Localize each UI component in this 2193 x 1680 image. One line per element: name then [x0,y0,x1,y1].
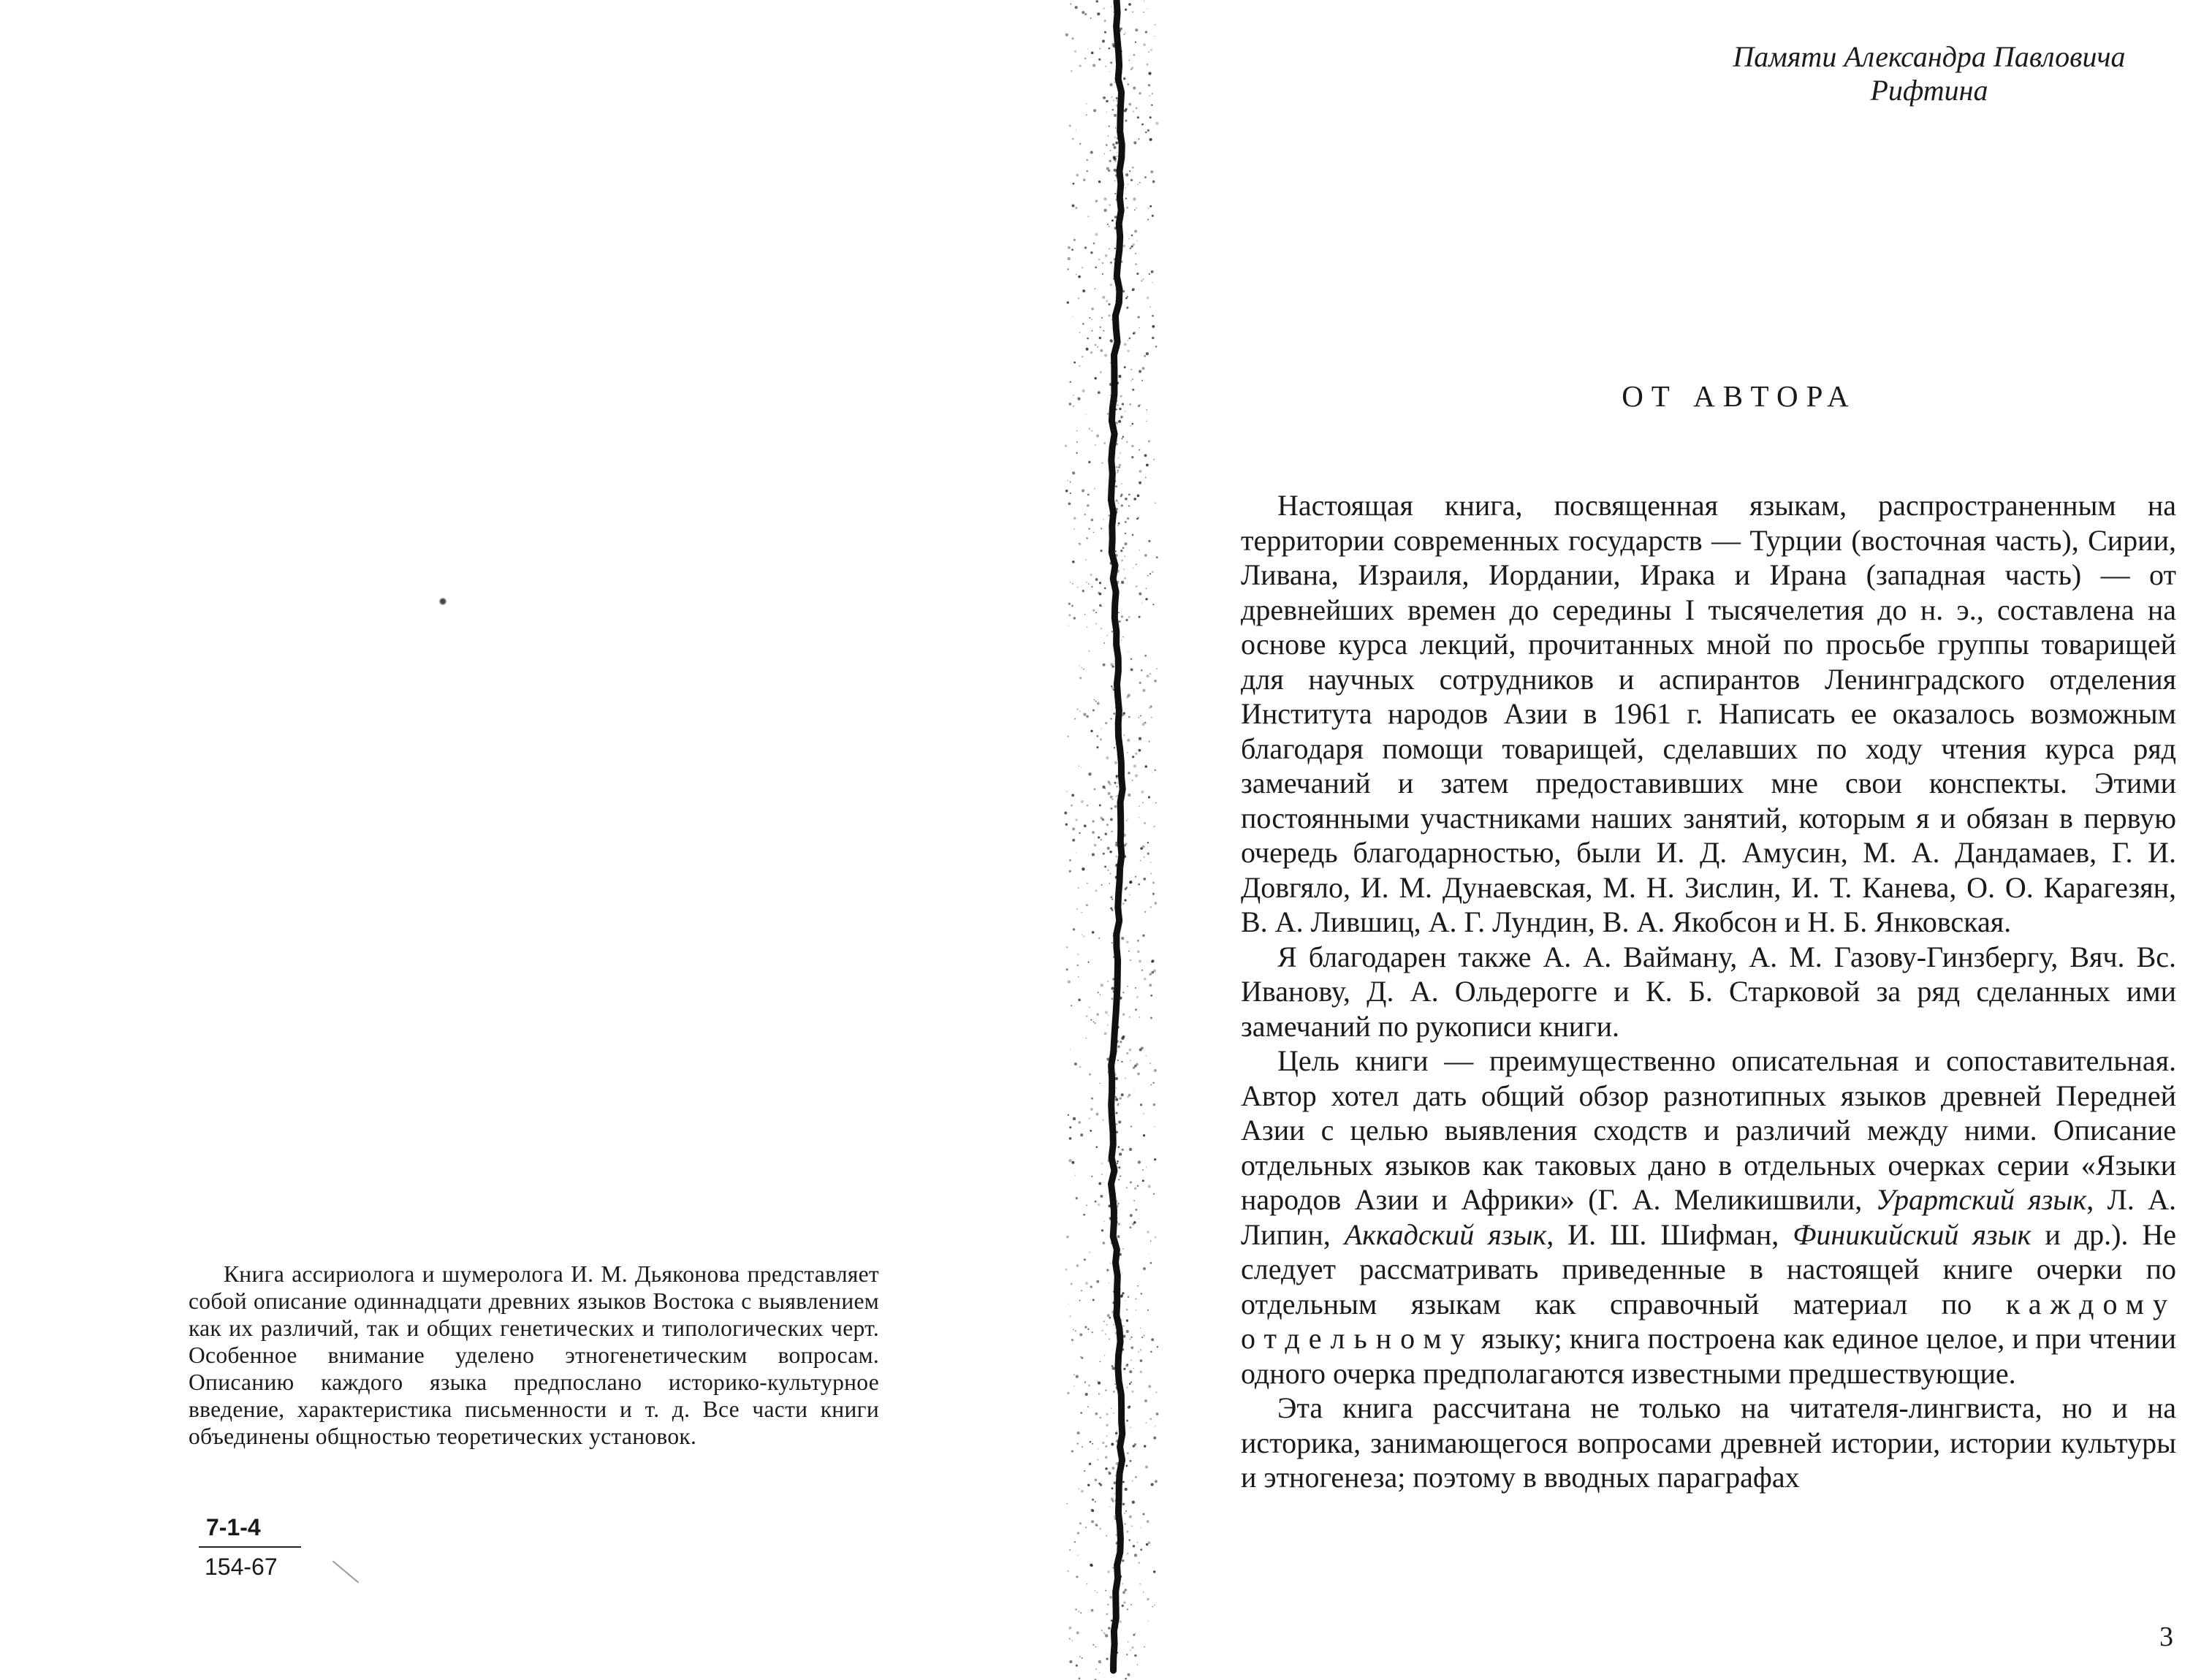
paragraph-2: Я благодарен также А. А. Вайману, А. М. Газову-Гинзбергу, Вяч. Вс. Иванову, Д. А. Ольдерогге и К. Б. Старковой за ряд сделанных ими замечаний по рукописи книги. [1241,940,2176,1043]
p3-text-2: , Л. А. Липин, [1241,1183,2177,1251]
preface-body [1241,488,2176,1495]
scan-mark [332,1560,360,1583]
left-page [0,0,1082,1680]
p3-text-1: Цель книги — преимущественно описательная и сопоставительная. Автор хотел дать общий обзор разнотипных языков древней Передней Азии с целью выявления сходств и различий между ними. Описание отдельных языков как таковых дано в отдельных очерках серии «Языки народов Азии и Африки» (Г. А. Меликишвили, [1241,1044,2176,1216]
catalog-denominator: 154-67 [205,1554,278,1580]
paragraph-3 [1241,1044,2176,1391]
catalog-fraction [199,1513,301,1581]
catalog-number: 7-1-4 [206,1514,261,1540]
fraction-rule [199,1546,301,1548]
right-page [1177,0,2193,1680]
p3-spaced-emphasis: каждому отдельному [1241,1287,2176,1355]
p3-text-5: языку; книга построена как единое целое, и при чтении одного очерка предполагаются известными предшествующие. [1241,1322,2176,1390]
paragraph-4: Эта книга рассчитана не только на читателя-лингвиста, но и на историка, занимающегося вопросами древней истории, истории культуры и этногенеза; поэтому в вводных параграфах [1241,1391,2176,1494]
dedication [1688,40,2170,107]
book-annotation: Книга ассириолога и шумеролога И. М. Дьяконова представляет собой описание одиннадцати древних языков Востока с выявлением как их различий, так и общих генетических и типологических черт. Особенное внимание уделено этногенетическим вопросам. Описанию каждого языка предпослано историко-культурное введение, характеристика письменности и т. д. Все части книги объединены общностью теоретических установок. [189,1261,879,1449]
dedication-line-1: Памяти Александра Павловича [1733,40,2126,73]
dedication-line-2: Рифтина [1870,74,1988,107]
p3-italic-phoenician: Финикийский язык [1793,1217,2032,1251]
paragraph-1: Настоящая книга, посвященная языкам, распространенным на территории современных государств — Турции (восточная часть), Сирии, Ливана, Израиля, Иордании, Ирака и Ирана (западная часть) — от древнейших времен до середины I тысячелетия до н. э., составлена на основе курса лекций, прочитанных мной по просьбе группы товарищей для научных сотрудников и аспирантов Ленинградского отделения Института народов Азии в 1961 г. Написать ее оказалось возможным благодаря помощи товарищей, сделавших по ходу чтения курса ряд замечаний и затем предоставивших мне свои конспекты. Этими постоянными участниками наших занятий, которым я и обязан в первую очередь благодарностью, были И. Д. Амусин, М. А. Дандамаев, Г. И. Довгяло, И. М. Дунаевская, М. Н. Зислин, И. Т. Канева, О. О. Карагезян, В. А. Лившиц, А. Г. Лундин, В. А. Якобсон и Н. Б. Янковская. [1241,489,2176,938]
page-number: 3 [2159,1622,2173,1652]
p3-italic-akkadian: Аккадский язык [1344,1217,1547,1251]
section-heading: ОТ АВТОРА [1622,379,1857,413]
p3-text-4: и др.). Не следует рассматривать приведенные в настоящей книге очерки по отдельным языкам как справочный материал по [1241,1217,2177,1320]
p3-text-3: , И. Ш. Шифман, [1546,1217,1793,1251]
book-gutter [1060,0,1177,1680]
p3-italic-urartian: Урартский язык [1875,1183,2087,1216]
scan-speck [437,598,449,605]
